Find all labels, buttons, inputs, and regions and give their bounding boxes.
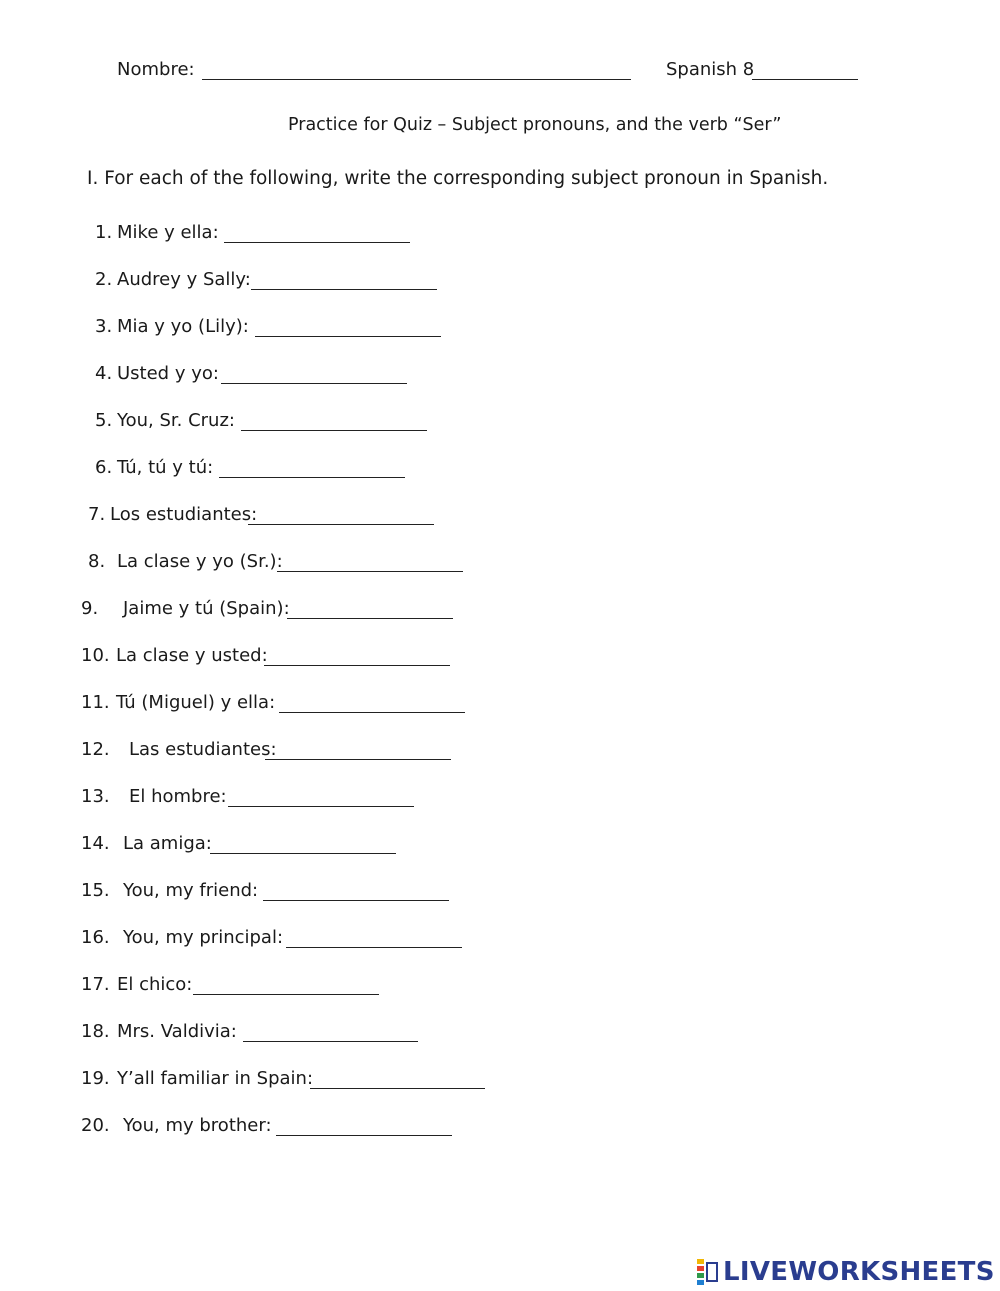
item-number: 20. (81, 1115, 110, 1136)
item-prompt: Tú (Miguel) y ella: (116, 692, 276, 713)
item-prompt: Los estudiantes: (110, 504, 258, 525)
item-prompt: Y’all familiar in Spain: (117, 1068, 314, 1089)
item-prompt: Jaime y tú (Spain): (123, 598, 290, 619)
name-label: Nombre: (117, 59, 195, 80)
item-number: 11. (81, 692, 110, 713)
answer-blank[interactable] (264, 665, 450, 666)
answer-blank[interactable] (248, 524, 434, 525)
item-prompt: You, my brother: (123, 1115, 272, 1136)
item-number: 1. (95, 222, 113, 243)
item-number: 3. (95, 316, 113, 337)
answer-blank[interactable] (276, 1135, 452, 1136)
item-number: 16. (81, 927, 110, 948)
item-number: 9. (81, 598, 99, 619)
item-number: 5. (95, 410, 113, 431)
item-prompt: Tú, tú y tú: (117, 457, 214, 478)
item-number: 8. (88, 551, 106, 572)
item-prompt: Audrey y Sally: (117, 269, 251, 290)
answer-blank[interactable] (224, 242, 410, 243)
answer-blank[interactable] (287, 618, 453, 619)
item-number: 15. (81, 880, 110, 901)
answer-blank[interactable] (265, 759, 451, 760)
answer-blank[interactable] (210, 853, 396, 854)
item-prompt: You, Sr. Cruz: (117, 410, 235, 431)
item-number: 17. (81, 974, 110, 995)
answer-blank[interactable] (228, 806, 414, 807)
item-prompt: Las estudiantes: (129, 739, 277, 760)
answer-blank[interactable] (219, 477, 405, 478)
item-prompt: Mia y yo (Lily): (117, 316, 249, 337)
item-prompt: You, my friend: (123, 880, 259, 901)
item-number: 7. (88, 504, 106, 525)
section-instruction: I. For each of the following, write the corresponding subject pronoun in Spanish. (87, 168, 829, 189)
answer-blank[interactable] (263, 900, 449, 901)
item-number: 13. (81, 786, 110, 807)
item-number: 4. (95, 363, 113, 384)
liveworksheets-logo (697, 1255, 995, 1289)
class-blank[interactable] (752, 79, 858, 80)
answer-blank[interactable] (277, 571, 463, 572)
answer-blank[interactable] (255, 336, 441, 337)
item-number: 19. (81, 1068, 110, 1089)
item-number: 18. (81, 1021, 110, 1042)
item-prompt: El chico: (117, 974, 193, 995)
item-prompt: You, my principal: (123, 927, 284, 948)
answer-blank[interactable] (193, 994, 379, 995)
answer-blank[interactable] (241, 430, 427, 431)
answer-blank[interactable] (279, 712, 465, 713)
answer-blank[interactable] (310, 1088, 485, 1089)
item-prompt: Usted y yo: (117, 363, 219, 384)
name-blank[interactable] (202, 79, 631, 80)
item-prompt: La amiga: (123, 833, 212, 854)
item-prompt: La clase y usted: (116, 645, 268, 666)
answer-blank[interactable] (286, 947, 462, 948)
item-prompt: La clase y yo (Sr.): (117, 551, 283, 572)
item-prompt: Mrs. Valdivia: (117, 1021, 237, 1042)
liveworksheets-wordmark: LIVEWORKSHEETS (723, 1257, 995, 1287)
answer-blank[interactable] (243, 1041, 418, 1042)
answer-blank[interactable] (221, 383, 407, 384)
item-number: 10. (81, 645, 110, 666)
page-title: Practice for Quiz – Subject pronouns, and the verb “Ser” (288, 115, 782, 135)
item-number: 12. (81, 739, 110, 760)
item-prompt: Mike y ella: (117, 222, 219, 243)
answer-blank[interactable] (251, 289, 437, 290)
item-number: 2. (95, 269, 113, 290)
item-number: 14. (81, 833, 110, 854)
liveworksheets-logo-icon (697, 1259, 721, 1285)
class-label: Spanish 8 (666, 59, 755, 80)
item-prompt: El hombre: (129, 786, 227, 807)
item-number: 6. (95, 457, 113, 478)
